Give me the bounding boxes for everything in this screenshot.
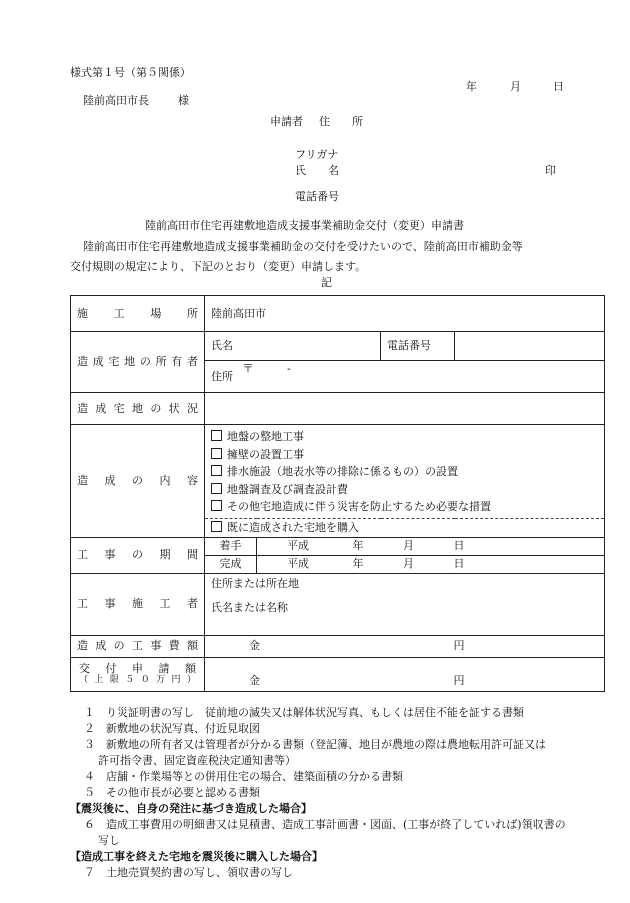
status-label: 造成宅地の状況 bbox=[71, 393, 205, 425]
owner-address-label: 住所 bbox=[211, 369, 233, 383]
note-5: ５ その他市長が必要と認める書類 bbox=[84, 786, 260, 799]
addressee-honorific: 様 bbox=[178, 94, 189, 107]
row-site bbox=[71, 296, 605, 332]
owner-name-label: 氏名 bbox=[211, 339, 233, 353]
row-period-start bbox=[71, 537, 605, 555]
content-option-2[interactable]: 擁壁の設置工事 bbox=[211, 446, 598, 464]
checkbox[interactable] bbox=[211, 430, 222, 441]
date-year: 年 bbox=[466, 80, 477, 93]
attachments-list bbox=[70, 705, 610, 881]
content-option-5[interactable]: その他宅地造成に伴う災害を防止するため必要な措置 bbox=[211, 498, 598, 516]
cost-amount[interactable]: 金 円 bbox=[205, 635, 605, 657]
intro-line-1: 陸前高田市住宅再建敷地造成支援事業補助金の交付を受けたいので、陸前高田市補助金等 bbox=[83, 240, 523, 253]
cost-label: 造成の工事費額 bbox=[71, 635, 205, 657]
request-label-cell bbox=[71, 657, 205, 691]
period-end-label: 完成 bbox=[205, 555, 257, 573]
row-owner-name bbox=[71, 332, 605, 361]
contractor-name-label: 氏名または名称 bbox=[211, 600, 288, 614]
owner-name-cell[interactable] bbox=[205, 332, 381, 361]
applicant-phone-label: 電話番号 bbox=[295, 190, 339, 203]
document-title: 陸前高田市住宅再建敷地造成支援事業補助金交付（変更）申請書 bbox=[145, 219, 464, 232]
postal-code-dash: - bbox=[287, 361, 291, 375]
period-start-label: 着手 bbox=[205, 537, 257, 555]
addressee: 陸前高田市長 bbox=[83, 94, 149, 107]
site-value[interactable]: 陸前高田市 bbox=[205, 296, 605, 332]
checkbox[interactable] bbox=[211, 521, 222, 532]
content-option-4[interactable]: 地盤調査及び調査設計費 bbox=[211, 481, 598, 499]
applicant-address-label: 住 所 bbox=[319, 115, 363, 128]
period-label: 工事の期間 bbox=[71, 537, 205, 573]
section-heading-1: 【震災後に、自身の発注に基づき造成した場合】 bbox=[70, 802, 312, 815]
section-heading-2: 【造成工事を終えた宅地を震災後に購入した場合】 bbox=[70, 850, 323, 863]
owner-phone-cell[interactable] bbox=[455, 332, 605, 361]
note-2: ２ 新敷地の状況写真、付近見取図 bbox=[84, 722, 260, 735]
row-contractor bbox=[71, 573, 605, 635]
row-status bbox=[71, 393, 605, 425]
date-day: 日 bbox=[553, 80, 564, 93]
request-label: 交付申請額 bbox=[79, 662, 196, 675]
note-6-cont: 写し bbox=[98, 834, 120, 847]
request-amount[interactable]: 金 円 bbox=[205, 657, 605, 691]
note-4: ４ 店舗・作業場等との併用住宅の場合、建築面積の分かる書類 bbox=[84, 770, 403, 783]
note-3: ３ 新敷地の所有者又は管理者が分かる書類（登記簿、地目が農地の際は農地転用許可証又は bbox=[84, 738, 546, 751]
request-limit: （上限５０万円） bbox=[79, 675, 196, 686]
checkbox[interactable] bbox=[211, 465, 222, 476]
content-option-3[interactable]: 排水施設（地表水等の排除に係るもの）の設置 bbox=[211, 463, 598, 481]
checkbox[interactable] bbox=[211, 483, 222, 494]
site-label: 施工場所 bbox=[71, 296, 205, 332]
content-option-6[interactable]: 既に造成された宅地を購入 bbox=[205, 518, 605, 537]
application-table bbox=[70, 295, 605, 692]
contractor-cell[interactable] bbox=[205, 573, 605, 635]
row-cost bbox=[71, 635, 605, 657]
date-month: 月 bbox=[510, 80, 521, 93]
period-start-date[interactable]: 平成 年 月 日 bbox=[257, 537, 605, 555]
applicant-label: 申請者 bbox=[270, 115, 303, 128]
furigana-label: フリガナ bbox=[295, 148, 339, 161]
content-options bbox=[205, 425, 605, 519]
seal-mark: 印 bbox=[545, 164, 556, 177]
owner-address-cell[interactable] bbox=[205, 361, 605, 393]
ki-mark: 記 bbox=[321, 276, 332, 289]
note-1: １ り災証明書の写し 従前地の滅失又は解体状況写真、もしくは居住不能を証する書類 bbox=[84, 706, 524, 719]
note-3-cont: 許可指令書、固定資産税決定通知書等） bbox=[98, 754, 296, 767]
row-content bbox=[71, 425, 605, 519]
contractor-label: 工事施工者 bbox=[71, 573, 205, 635]
applicant-name-label: 氏 名 bbox=[295, 164, 339, 177]
content-label: 造成の内容 bbox=[71, 425, 205, 538]
row-request bbox=[71, 657, 605, 691]
checkbox[interactable] bbox=[211, 448, 222, 459]
form-number: 様式第１号（第５関係） bbox=[70, 66, 191, 79]
note-7: ７ 土地売買契約書の写し、領収書の写し bbox=[84, 866, 293, 879]
note-6: ６ 造成工事費用の明細書又は見積書、造成工事計画書・図面、(工事が終了していれば)領収書の bbox=[84, 818, 566, 831]
postal-code-mark: 〒 bbox=[242, 361, 254, 375]
contractor-address-label: 住所または所在地 bbox=[211, 576, 299, 590]
owner-label: 造成宅地の所有者 bbox=[71, 332, 205, 393]
owner-phone-label: 電話番号 bbox=[381, 332, 455, 361]
content-option-1[interactable]: 地盤の整地工事 bbox=[211, 428, 598, 446]
intro-line-2: 交付規則の規定により、下記のとおり（変更）申請します。 bbox=[70, 260, 367, 273]
checkbox[interactable] bbox=[211, 500, 222, 511]
period-end-date[interactable]: 平成 年 月 日 bbox=[257, 555, 605, 573]
status-cell[interactable] bbox=[205, 393, 605, 425]
